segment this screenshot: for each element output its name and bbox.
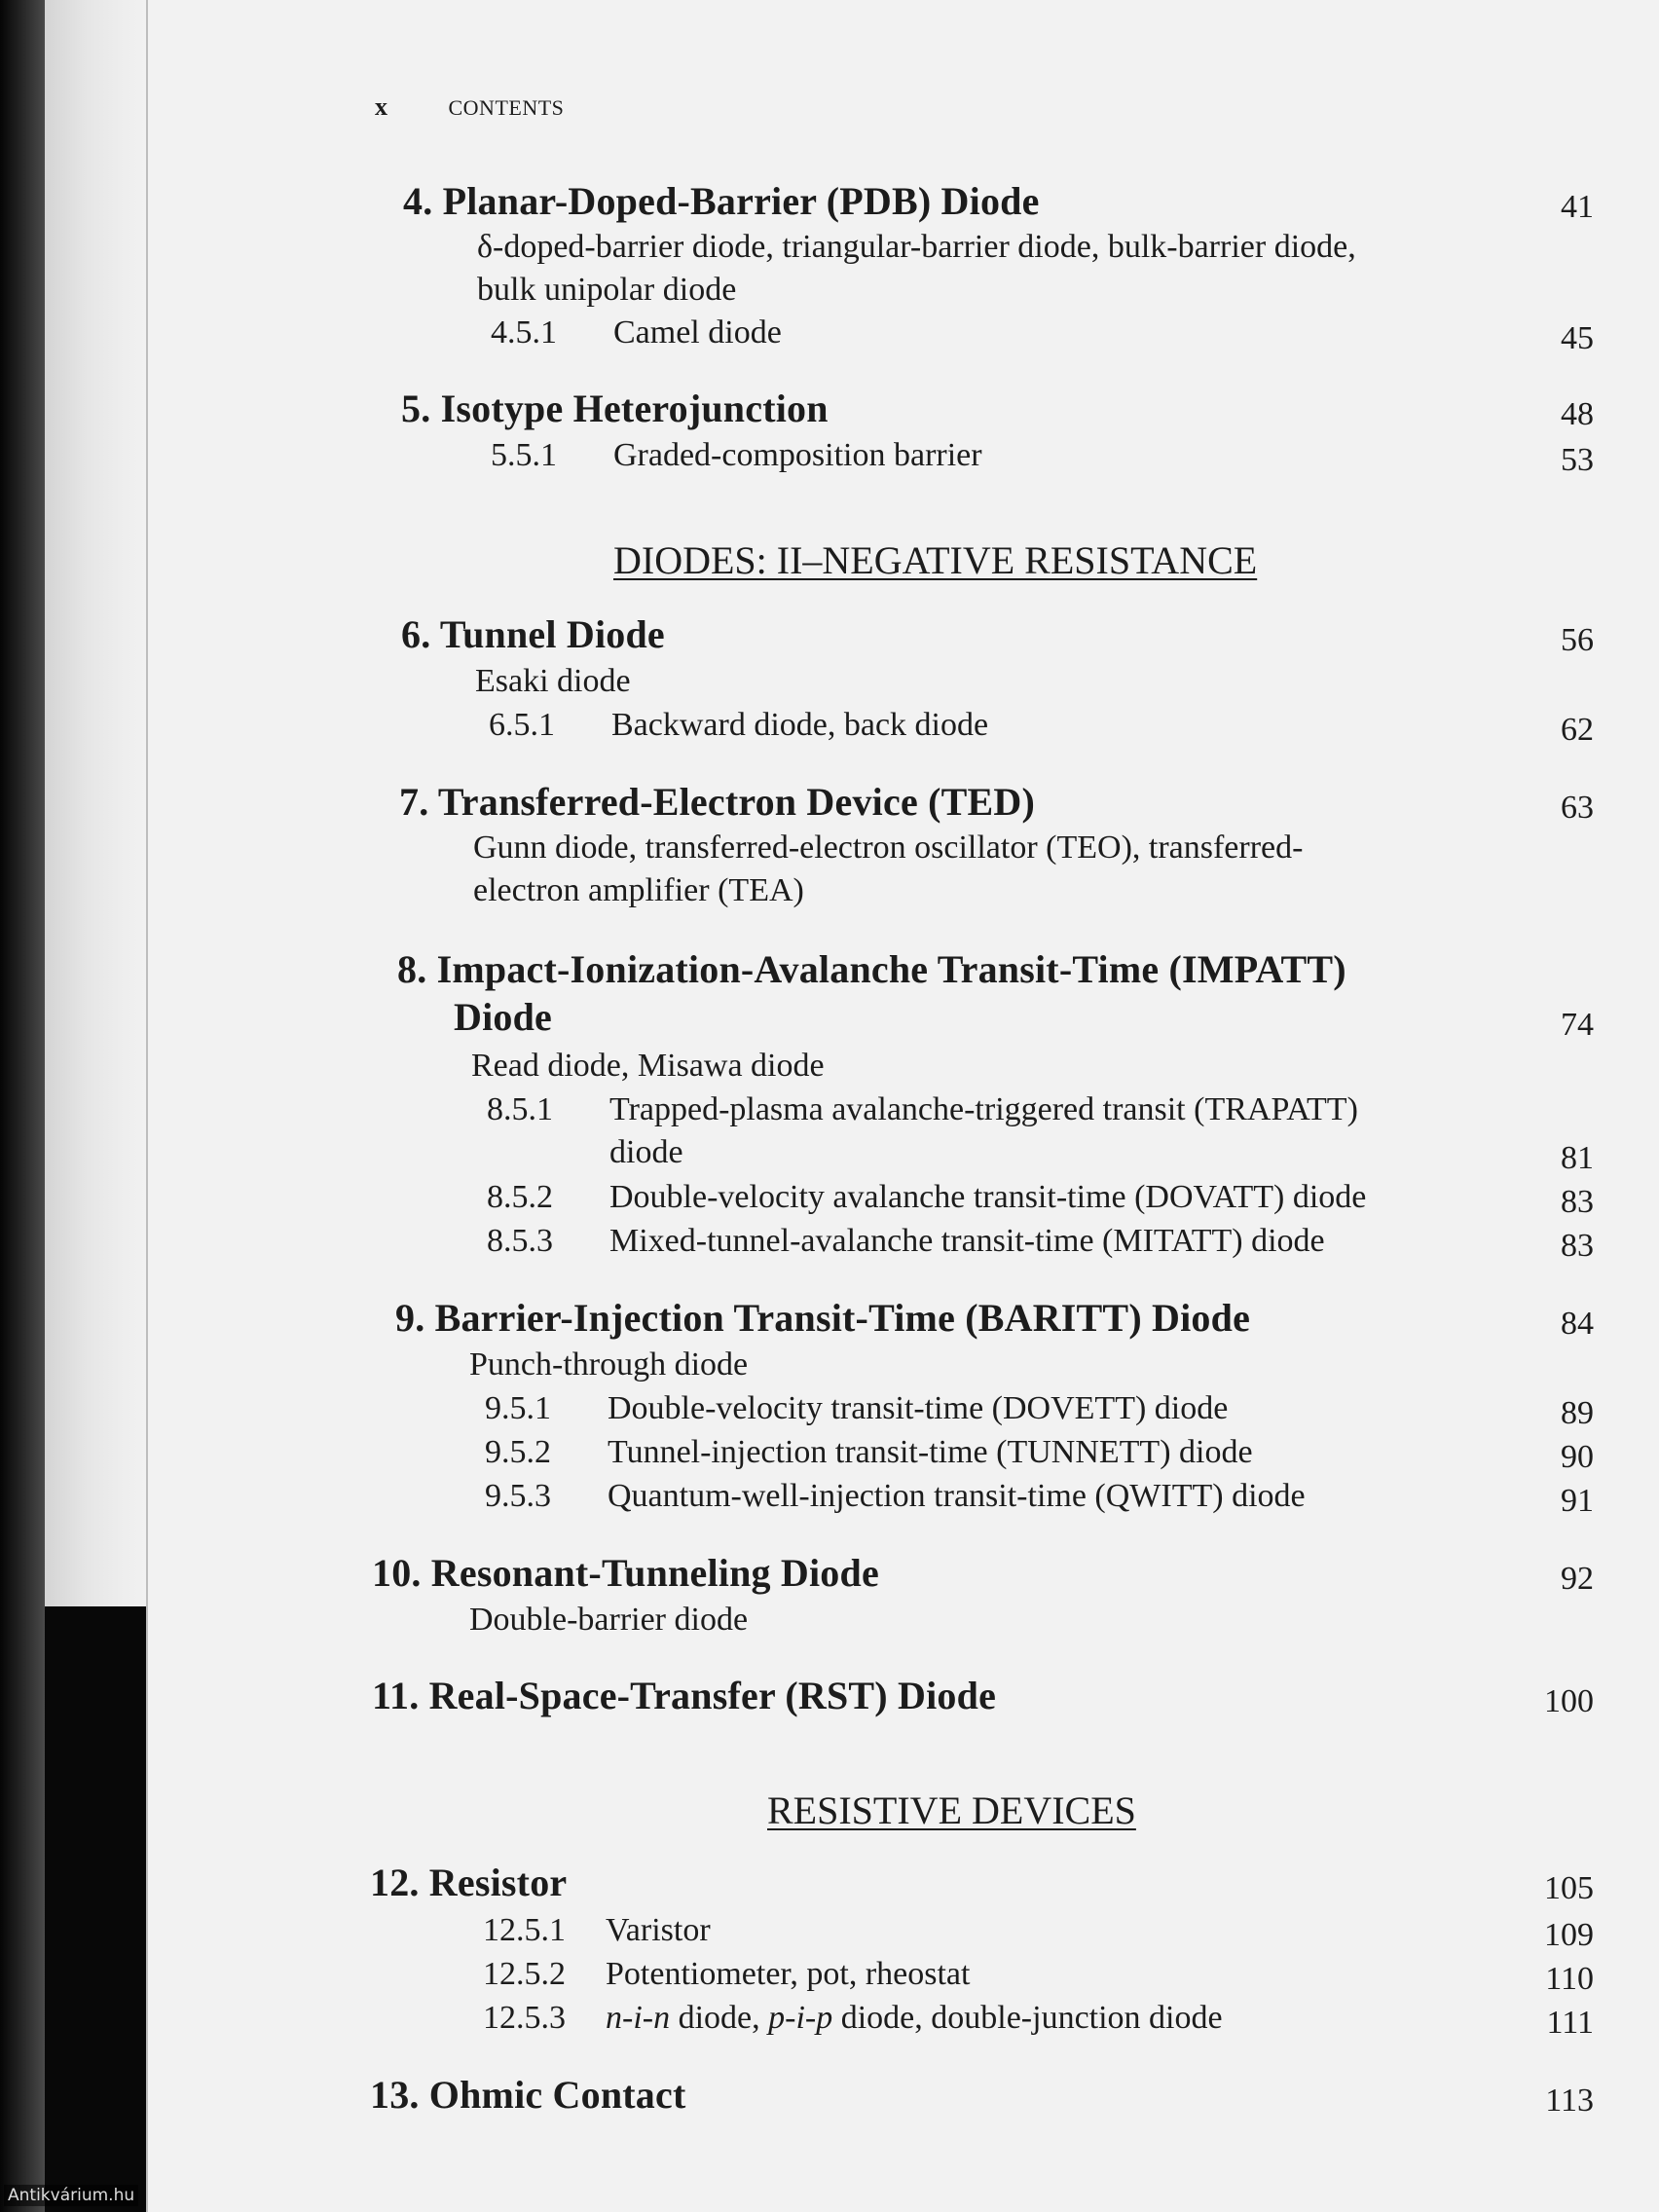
chapter-8-title: 8. Impact-Ionization-Avalanche Transit-Time (IMPATT) (397, 947, 1346, 991)
chapter-4-alt-2: bulk unipolar diode (477, 272, 737, 308)
chapter-8-page: 74 (1561, 1007, 1594, 1043)
section-number: 8.5.3 (487, 1223, 553, 1259)
section-number: 5.5.1 (491, 437, 557, 473)
section-number: 9.5.2 (485, 1434, 551, 1470)
page-edge-line (146, 0, 148, 2212)
chapter-10-alt-1: Double-barrier diode (469, 1602, 749, 1638)
text-part: diode, double-junction diode (832, 2000, 1223, 2036)
page-number-roman: x (375, 92, 388, 121)
watermark: Antikvárium.hu (4, 2185, 138, 2206)
chapter-13-page: 113 (1545, 2083, 1594, 2119)
section-9-5-2-page: 90 (1561, 1439, 1594, 1475)
chapter-13-title: 13. Ohmic Contact (370, 2073, 686, 2117)
section-heading-negative-resistance: DIODES: II–NEGATIVE RESISTANCE (613, 538, 1258, 582)
chapter-5-page: 48 (1561, 396, 1594, 432)
gutter-dark-block (45, 1606, 146, 2212)
n-i-n-term: n-i-n (606, 2000, 671, 2036)
section-number: 8.5.2 (487, 1179, 553, 1215)
section-6-5-1-page: 62 (1561, 712, 1594, 748)
section-number: 12.5.1 (483, 1912, 566, 1948)
text-part: diode, (670, 2000, 769, 2036)
section-text: Quantum-well-injection transit-time (QWITT) diode (608, 1478, 1306, 1514)
section-text: Varistor (606, 1912, 711, 1948)
section-text: Potentiometer, pot, rheostat (606, 1956, 971, 1992)
chapter-6-alt-1: Esaki diode (475, 663, 631, 699)
chapter-4-title: 4. Planar-Doped-Barrier (PDB) Diode (403, 179, 1040, 223)
chapter-10-page: 92 (1561, 1561, 1594, 1597)
chapter-4-page: 41 (1561, 189, 1594, 225)
section-8-5-3-page: 83 (1561, 1228, 1594, 1264)
chapter-7-page: 63 (1561, 790, 1594, 826)
section-text: Mixed-tunnel-avalanche transit-time (MITATT) diode (609, 1223, 1325, 1259)
section-number: 12.5.3 (483, 2000, 566, 2036)
section-number: 6.5.1 (489, 707, 555, 743)
section-text: Tunnel-injection transit-time (TUNNETT) diode (608, 1434, 1253, 1470)
chapter-5-title: 5. Isotype Heterojunction (401, 387, 829, 430)
book-spine-shadow (0, 0, 45, 2212)
section-8-5-2-page: 83 (1561, 1184, 1594, 1220)
running-title: CONTENTS (448, 95, 565, 120)
chapter-6-title: 6. Tunnel Diode (401, 612, 665, 656)
running-header (375, 92, 564, 122)
section-number: 4.5.1 (491, 314, 557, 350)
chapter-9-alt-1: Punch-through diode (469, 1346, 749, 1382)
section-number: 12.5.2 (483, 1956, 566, 1992)
chapter-11-page: 100 (1544, 1683, 1594, 1719)
section-number: 9.5.3 (485, 1478, 551, 1514)
chapter-6-page: 56 (1561, 622, 1594, 658)
chapter-10-title: 10. Resonant-Tunneling Diode (372, 1551, 879, 1595)
chapter-11-title: 11. Real-Space-Transfer (RST) Diode (372, 1674, 997, 1717)
section-5-5-1-page: 53 (1561, 442, 1594, 478)
section-12-5-3-page: 111 (1546, 2005, 1594, 2041)
chapter-8-alt-1: Read diode, Misawa diode (471, 1048, 825, 1084)
chapter-7-alt-1: Gunn diode, transferred-electron oscillator (TEO), transferred- (473, 830, 1304, 866)
section-heading-resistive-devices: RESISTIVE DEVICES (767, 1788, 1136, 1832)
section-number: 8.5.1 (487, 1091, 553, 1127)
section-text: Camel diode (613, 314, 782, 350)
section-9-5-3-page: 91 (1561, 1483, 1594, 1519)
section-8-5-1-page: 81 (1561, 1140, 1594, 1176)
section-text (606, 2000, 1223, 2037)
section-text: Graded-composition barrier (613, 437, 982, 473)
section-4-5-1-page: 45 (1561, 320, 1594, 356)
chapter-9-title: 9. Barrier-Injection Transit-Time (BARITT) Diode (395, 1296, 1251, 1340)
chapter-12-page: 105 (1544, 1870, 1594, 1906)
section-8-5-1-cont: diode (609, 1134, 683, 1170)
section-text: Double-velocity transit-time (DOVETT) diode (608, 1390, 1229, 1426)
section-12-5-2-page: 110 (1545, 1961, 1594, 1997)
p-i-p-term: p-i-p (768, 2000, 833, 2036)
chapter-8-title-cont: Diode (454, 995, 552, 1039)
chapter-4-alt-1: δ-doped-barrier diode, triangular-barrier diode, bulk-barrier diode, (477, 229, 1356, 265)
section-number: 9.5.1 (485, 1390, 551, 1426)
chapter-9-page: 84 (1561, 1306, 1594, 1342)
chapter-7-title: 7. Transferred-Electron Device (TED) (399, 780, 1035, 824)
section-9-5-1-page: 89 (1561, 1395, 1594, 1431)
section-12-5-1-page: 109 (1544, 1917, 1594, 1953)
chapter-12-title: 12. Resistor (370, 1861, 568, 1904)
section-text: Backward diode, back diode (611, 707, 989, 743)
section-text: Trapped-plasma avalanche-triggered transit (TRAPATT) (609, 1091, 1358, 1127)
chapter-7-alt-2: electron amplifier (TEA) (473, 872, 804, 908)
section-text: Double-velocity avalanche transit-time (DOVATT) diode (609, 1179, 1367, 1215)
